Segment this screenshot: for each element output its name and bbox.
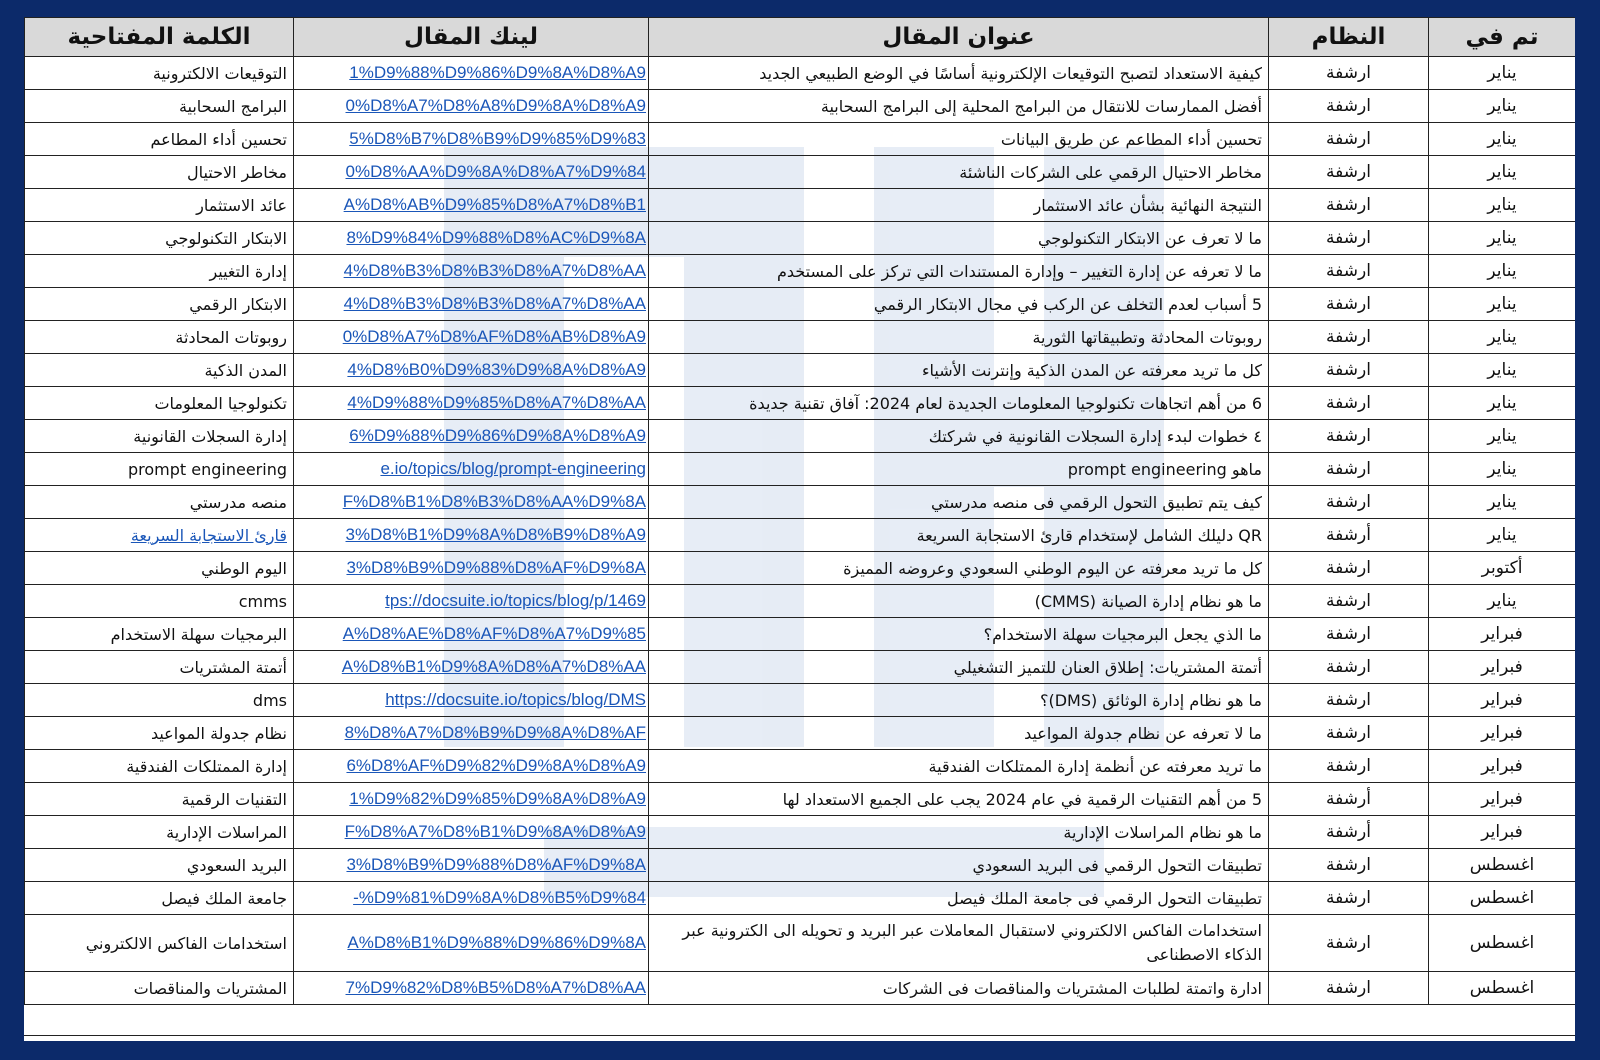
cell-system[interactable]: ارشفة: [1269, 651, 1429, 684]
keyword-text[interactable]: إدارة الممتلكات الفندقية: [126, 756, 287, 776]
table-row: [25, 750, 1576, 783]
keyword-text[interactable]: تحسين أداء المطاعم: [150, 129, 287, 149]
cell-title[interactable]: أتمتة المشتريات: إطلاق العنان للتميز التشغيلي: [649, 651, 1269, 684]
cell-system[interactable]: ارشفة: [1269, 321, 1429, 354]
cell-month[interactable]: فبراير: [1429, 651, 1576, 684]
cell-keyword[interactable]: [25, 972, 294, 1005]
table-row: [25, 915, 1576, 972]
cell-link[interactable]: [294, 972, 649, 1005]
table-row: [25, 618, 1576, 651]
cell-link[interactable]: [294, 684, 649, 717]
table-row: [25, 321, 1576, 354]
cell-system[interactable]: ارشفة: [1269, 849, 1429, 882]
cell-month[interactable]: يناير: [1429, 255, 1576, 288]
cell-keyword[interactable]: [25, 321, 294, 354]
cell-link[interactable]: [294, 849, 649, 882]
cell-system[interactable]: ارشفة: [1269, 387, 1429, 420]
header-keyword[interactable]: الكلمة المفتاحية: [25, 18, 294, 57]
article-link[interactable]: A%D8%AE%D8%AF%D8%A7%D9%85: [342, 624, 646, 643]
cell-keyword[interactable]: [25, 915, 294, 972]
cell-keyword[interactable]: [25, 552, 294, 585]
cell-keyword[interactable]: [25, 783, 294, 816]
cell-keyword[interactable]: [25, 519, 294, 552]
keyword-text[interactable]: الابتكار التكنولوجي: [165, 228, 287, 248]
table-row: [25, 123, 1576, 156]
cell-link[interactable]: [294, 585, 649, 618]
cell-title[interactable]: ما لا تعرفه عن نظام جدولة المواعيد: [649, 717, 1269, 750]
cell-system[interactable]: أرشفة: [1269, 816, 1429, 849]
keyword-text[interactable]: عائد الاستثمار: [196, 195, 287, 215]
cell-system[interactable]: ارشفة: [1269, 453, 1429, 486]
cell-keyword[interactable]: [25, 849, 294, 882]
table-body: [25, 57, 1576, 1005]
header-month[interactable]: تم في: [1429, 18, 1576, 57]
table-row: [25, 972, 1576, 1005]
cell-title[interactable]: ماهو prompt engineering: [649, 453, 1269, 486]
header-system[interactable]: النظام: [1269, 18, 1429, 57]
cell-month[interactable]: يناير: [1429, 189, 1576, 222]
cell-keyword[interactable]: [25, 585, 294, 618]
keyword-text[interactable]: روبوتات المحادثة: [175, 327, 287, 347]
table-row: [25, 156, 1576, 189]
cell-link[interactable]: [294, 750, 649, 783]
keyword-text[interactable]: البرامج السحابية: [178, 96, 287, 116]
keyword-text[interactable]: إدارة السجلات القانونية: [133, 426, 287, 446]
keyword-text[interactable]: التوقيعات الالكترونية: [152, 63, 287, 83]
cell-month[interactable]: أكتوبر: [1429, 552, 1576, 585]
cell-keyword[interactable]: [25, 123, 294, 156]
cell-title[interactable]: كل ما تريد معرفته عن المدن الذكية وإنترنت الأشياء: [649, 354, 1269, 387]
cell-link[interactable]: [294, 90, 649, 123]
cell-month[interactable]: اغسطس: [1429, 882, 1576, 915]
table-row: [25, 387, 1576, 420]
table-row: [25, 354, 1576, 387]
keyword-text[interactable]: مخاطر الاحتيال: [186, 162, 287, 182]
cell-system[interactable]: ارشفة: [1269, 915, 1429, 972]
cell-title[interactable]: 6 من أهم اتجاهات تكنولوجيا المعلومات الجديدة لعام 2024: آفاق تقنية جديدة: [649, 387, 1269, 420]
article-link[interactable]: 1%D9%88%D9%86%D9%8A%D8%A9: [349, 63, 646, 82]
cell-keyword[interactable]: [25, 453, 294, 486]
cell-keyword[interactable]: [25, 882, 294, 915]
cell-link[interactable]: [294, 123, 649, 156]
cell-month[interactable]: يناير: [1429, 453, 1576, 486]
cell-month[interactable]: فبراير: [1429, 684, 1576, 717]
article-link[interactable]: 4%D8%B3%D8%B3%D8%A7%D8%AA: [343, 261, 646, 280]
article-link[interactable]: 0%D8%A7%D8%AF%D8%AB%D8%A9: [342, 327, 646, 346]
table-row: [25, 882, 1576, 915]
cell-title[interactable]: ما هو نظام إدارة الصيانة (CMMS): [649, 585, 1269, 618]
cell-month[interactable]: فبراير: [1429, 816, 1576, 849]
spreadsheet-sheet: [24, 17, 1575, 1041]
table-row: [25, 717, 1576, 750]
cell-keyword[interactable]: [25, 420, 294, 453]
cell-system[interactable]: ارشفة: [1269, 255, 1429, 288]
article-link[interactable]: 3%D8%B9%D9%88%D8%AF%D9%8A: [346, 558, 646, 577]
article-link[interactable]: F%D8%A7%D8%B1%D9%8A%D8%A9: [344, 822, 646, 841]
keyword-text[interactable]: اليوم الوطني: [201, 558, 287, 578]
cell-title[interactable]: أفضل الممارسات للانتقال من البرامج المحلية إلى البرامج السحابية: [649, 90, 1269, 123]
cell-keyword[interactable]: [25, 750, 294, 783]
article-link[interactable]: tps://docsuite.io/topics/blog/p/1469: [385, 591, 646, 610]
cell-system[interactable]: ارشفة: [1269, 123, 1429, 156]
cell-month[interactable]: اغسطس: [1429, 972, 1576, 1005]
cell-keyword[interactable]: [25, 156, 294, 189]
cell-system[interactable]: ارشفة: [1269, 420, 1429, 453]
cell-system[interactable]: ارشفة: [1269, 156, 1429, 189]
cell-title[interactable]: ٤ خطوات لبدء إدارة السجلات القانونية في شركتك: [649, 420, 1269, 453]
keyword-text[interactable]: البرمجيات سهلة الاستخدام: [110, 624, 287, 644]
keyword-text[interactable]: إدارة التغيير: [209, 261, 287, 281]
cell-month[interactable]: يناير: [1429, 420, 1576, 453]
cell-link[interactable]: [294, 288, 649, 321]
cell-system[interactable]: ارشفة: [1269, 222, 1429, 255]
cell-system[interactable]: ارشفة: [1269, 717, 1429, 750]
keyword-text[interactable]: المراسلات الإدارية: [166, 822, 287, 842]
cell-keyword[interactable]: [25, 288, 294, 321]
table-row: [25, 684, 1576, 717]
article-link[interactable]: 4%D9%88%D9%85%D8%A7%D8%AA: [347, 393, 646, 412]
article-link[interactable]: 7%D9%82%D8%B5%D8%A7%D8%AA: [345, 978, 646, 997]
cell-title[interactable]: مخاطر الاحتيال الرقمي على الشركات الناشئة: [649, 156, 1269, 189]
cell-system[interactable]: ارشفة: [1269, 750, 1429, 783]
keyword-text[interactable]: قارئ الاستجابة السريعة: [130, 525, 287, 545]
cell-link[interactable]: [294, 387, 649, 420]
article-link[interactable]: 4%D8%B0%D9%83%D9%8A%D8%A9: [347, 360, 646, 379]
cell-link[interactable]: [294, 57, 649, 90]
cell-title[interactable]: ما هو نظام إدارة الوثائق (DMS)؟: [649, 684, 1269, 717]
cell-system[interactable]: ارشفة: [1269, 972, 1429, 1005]
cell-month[interactable]: يناير: [1429, 321, 1576, 354]
cell-month[interactable]: يناير: [1429, 222, 1576, 255]
cell-month[interactable]: يناير: [1429, 387, 1576, 420]
cell-link[interactable]: [294, 552, 649, 585]
cell-system[interactable]: أرشفة: [1269, 519, 1429, 552]
header-title[interactable]: عنوان المقال: [649, 18, 1269, 57]
cell-month[interactable]: اغسطس: [1429, 915, 1576, 972]
cell-link[interactable]: [294, 321, 649, 354]
cell-system[interactable]: ارشفة: [1269, 354, 1429, 387]
table-row: [25, 288, 1576, 321]
cell-month[interactable]: فبراير: [1429, 750, 1576, 783]
table-row: [25, 255, 1576, 288]
cell-month[interactable]: فبراير: [1429, 783, 1576, 816]
article-link[interactable]: 8%D8%A7%D8%B9%D9%8A%D8%AF: [344, 723, 646, 742]
keyword-text[interactable]: نظام جدولة المواعيد: [150, 723, 287, 743]
table-row: [25, 57, 1576, 90]
article-link[interactable]: 8%D9%84%D9%88%D8%AC%D9%8A: [346, 228, 646, 247]
cell-title[interactable]: ما تريد معرفته عن أنظمة إدارة الممتلكات الفندقية: [649, 750, 1269, 783]
article-link[interactable]: 6%D9%88%D9%86%D9%8A%D8%A9: [349, 426, 646, 445]
keyword-text[interactable]: الابتكار الرقمي: [189, 294, 287, 314]
table-row: [25, 552, 1576, 585]
cell-keyword[interactable]: [25, 651, 294, 684]
keyword-text[interactable]: تكنولوجيا المعلومات: [154, 393, 287, 413]
cell-link[interactable]: [294, 651, 649, 684]
cell-title[interactable]: 5 أسباب لعدم التخلف عن الركب في مجال الابتكار الرقمي: [649, 288, 1269, 321]
cell-title[interactable]: النتيجة النهائية بشأن عائد الاستثمار: [649, 189, 1269, 222]
cell-keyword[interactable]: [25, 222, 294, 255]
cell-title[interactable]: ما الذي يجعل البرمجيات سهلة الاستخدام؟: [649, 618, 1269, 651]
cell-keyword[interactable]: [25, 717, 294, 750]
cell-title[interactable]: كل ما تريد معرفته عن اليوم الوطني السعودي وعروضه المميزة: [649, 552, 1269, 585]
cell-month[interactable]: اغسطس: [1429, 849, 1576, 882]
article-link[interactable]: 4%D8%B3%D8%B3%D8%A7%D8%AA: [343, 294, 646, 313]
cell-system[interactable]: ارشفة: [1269, 90, 1429, 123]
cell-title[interactable]: ما لا تعرف عن الابتكار التكنولوجي: [649, 222, 1269, 255]
table-row: [25, 651, 1576, 684]
cell-system[interactable]: ارشفة: [1269, 552, 1429, 585]
table-row: [25, 420, 1576, 453]
cell-system[interactable]: ارشفة: [1269, 288, 1429, 321]
cell-link[interactable]: [294, 618, 649, 651]
cell-link[interactable]: [294, 156, 649, 189]
cell-title[interactable]: تطبيقات التحول الرقمي فى البريد السعودي: [649, 849, 1269, 882]
article-link[interactable]: 3%D8%B1%D9%8A%D8%B9%D8%A9: [345, 525, 646, 544]
article-link[interactable]: F%D8%B1%D8%B3%D8%AA%D9%8A: [342, 492, 646, 511]
article-link[interactable]: A%D8%B1%D9%88%D9%86%D9%8A: [347, 933, 646, 952]
cell-month[interactable]: يناير: [1429, 486, 1576, 519]
table-row: [25, 519, 1576, 552]
article-link[interactable]: https://docsuite.io/topics/blog/DMS: [385, 690, 646, 709]
cell-system[interactable]: أرشفة: [1269, 783, 1429, 816]
article-link[interactable]: e.io/topics/blog/prompt-engineering: [380, 459, 646, 478]
cell-keyword[interactable]: [25, 816, 294, 849]
cell-system[interactable]: ارشفة: [1269, 618, 1429, 651]
cell-month[interactable]: فبراير: [1429, 717, 1576, 750]
article-link[interactable]: A%D8%AB%D9%85%D8%A7%D8%B1: [343, 195, 646, 214]
table-row: [25, 453, 1576, 486]
keyword-text[interactable]: cmms: [238, 591, 287, 611]
cell-month[interactable]: يناير: [1429, 354, 1576, 387]
keyword-text[interactable]: جامعة الملك فيصل: [161, 888, 287, 908]
keyword-text[interactable]: أتمتة المشتريات: [179, 657, 287, 677]
cell-month[interactable]: يناير: [1429, 57, 1576, 90]
cell-title[interactable]: 5 من أهم التقنيات الرقمية في عام 2024 يجب على الجميع الاستعداد لها: [649, 783, 1269, 816]
cell-system[interactable]: ارشفة: [1269, 882, 1429, 915]
article-link[interactable]: 6%D8%AF%D9%82%D9%8A%D8%A9: [346, 756, 646, 775]
article-link[interactable]: 0%D8%A7%D8%A8%D9%8A%D8%A9: [345, 96, 646, 115]
cell-title[interactable]: تحسين أداء المطاعم عن طريق البيانات: [649, 123, 1269, 156]
cell-keyword[interactable]: [25, 354, 294, 387]
keyword-text[interactable]: dms: [252, 690, 287, 710]
cell-month[interactable]: يناير: [1429, 585, 1576, 618]
article-link[interactable]: A%D8%B1%D9%8A%D8%A7%D8%AA: [341, 657, 646, 676]
table-row: [25, 222, 1576, 255]
cell-title[interactable]: تطبيقات التحول الرقمي فى جامعة الملك فيصل: [649, 882, 1269, 915]
article-link[interactable]: 5%D8%B7%D8%B9%D9%85%D9%83: [349, 129, 646, 148]
cell-link[interactable]: [294, 816, 649, 849]
cell-month[interactable]: يناير: [1429, 519, 1576, 552]
cell-month[interactable]: يناير: [1429, 123, 1576, 156]
cell-link[interactable]: [294, 189, 649, 222]
cell-link[interactable]: [294, 420, 649, 453]
table-row: [25, 816, 1576, 849]
cell-title[interactable]: كيف يتم تطبيق التحول الرقمي فى منصه مدرستي: [649, 486, 1269, 519]
cell-title[interactable]: QR دليلك الشامل لإستخدام قارئ الاستجابة السريعة: [649, 519, 1269, 552]
cell-month[interactable]: يناير: [1429, 156, 1576, 189]
cell-title[interactable]: ما هو نظام المراسلات الإدارية: [649, 816, 1269, 849]
cell-title[interactable]: استخدامات الفاكس الالكتروني لاستقبال المعاملات عبر البريد و تحويله الى الكترونية عبر الذكاء الاصطناعى: [649, 915, 1269, 972]
cell-link[interactable]: [294, 453, 649, 486]
empty-row: [24, 1035, 1575, 1041]
table-row: [25, 90, 1576, 123]
cell-link[interactable]: [294, 222, 649, 255]
cell-link[interactable]: [294, 519, 649, 552]
keyword-text[interactable]: prompt engineering: [127, 459, 287, 479]
table-row: [25, 783, 1576, 816]
header-link[interactable]: لينك المقال: [294, 18, 649, 57]
header-row: [25, 18, 1576, 57]
cell-link[interactable]: [294, 486, 649, 519]
cell-title[interactable]: ما لا تعرفه عن إدارة التغيير – وإدارة المستندات التي تركز على المستخدم: [649, 255, 1269, 288]
keyword-text[interactable]: المشتريات والمناقصات: [133, 978, 287, 998]
cell-link[interactable]: [294, 783, 649, 816]
cell-system[interactable]: ارشفة: [1269, 585, 1429, 618]
keyword-text[interactable]: التقنيات الرقمية: [181, 789, 287, 809]
cell-keyword[interactable]: [25, 486, 294, 519]
cell-keyword[interactable]: [25, 684, 294, 717]
cell-month[interactable]: يناير: [1429, 288, 1576, 321]
cell-link[interactable]: [294, 717, 649, 750]
cell-month[interactable]: يناير: [1429, 90, 1576, 123]
table-row: [25, 585, 1576, 618]
article-link[interactable]: -%D9%81%D9%8A%D8%B5%D9%84: [353, 888, 646, 907]
cell-system[interactable]: ارشفة: [1269, 486, 1429, 519]
article-link[interactable]: 0%D8%AA%D9%8A%D8%A7%D9%84: [345, 162, 646, 181]
keyword-text[interactable]: المدن الذكية: [204, 360, 287, 380]
cell-link[interactable]: [294, 915, 649, 972]
cell-title[interactable]: روبوتات المحادثة وتطبيقاتها الثورية: [649, 321, 1269, 354]
cell-system[interactable]: ارشفة: [1269, 57, 1429, 90]
cell-keyword[interactable]: [25, 189, 294, 222]
cell-system[interactable]: ارشفة: [1269, 684, 1429, 717]
cell-keyword[interactable]: [25, 618, 294, 651]
cell-link[interactable]: [294, 882, 649, 915]
keyword-text[interactable]: البريد السعودي: [186, 855, 287, 875]
keyword-text[interactable]: استخدامات الفاكس الالكتروني: [85, 933, 287, 953]
cell-keyword[interactable]: [25, 387, 294, 420]
table-row: [25, 486, 1576, 519]
articles-table: [24, 17, 1575, 1005]
cell-keyword[interactable]: [25, 90, 294, 123]
cell-link[interactable]: [294, 354, 649, 387]
cell-keyword[interactable]: [25, 255, 294, 288]
keyword-text[interactable]: منصه مدرستي: [189, 492, 287, 512]
article-link[interactable]: 3%D8%B9%D9%88%D8%AF%D9%8A: [346, 855, 646, 874]
cell-keyword[interactable]: [25, 57, 294, 90]
cell-month[interactable]: فبراير: [1429, 618, 1576, 651]
table-row: [25, 849, 1576, 882]
article-link[interactable]: 1%D9%82%D9%85%D9%8A%D8%A9: [349, 789, 646, 808]
cell-title[interactable]: ادارة واتمتة لطلبات المشتريات والمناقصات فى الشركات: [649, 972, 1269, 1005]
table-row: [25, 189, 1576, 222]
cell-system[interactable]: ارشفة: [1269, 189, 1429, 222]
cell-title[interactable]: كيفية الاستعداد لتصبح التوقيعات الإلكترونية أساسًا في الوضع الطبيعي الجديد: [649, 57, 1269, 90]
cell-link[interactable]: [294, 255, 649, 288]
